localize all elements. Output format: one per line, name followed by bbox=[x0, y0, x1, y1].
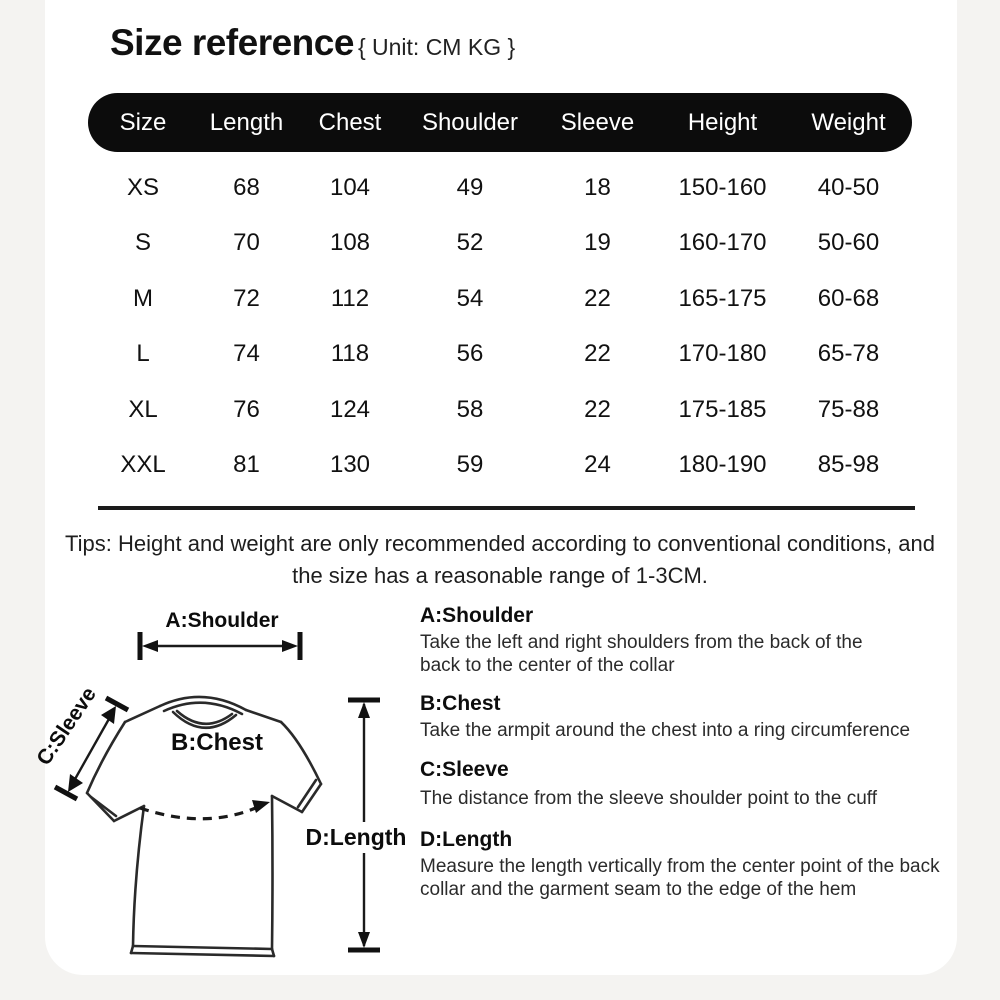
table-row-m bbox=[88, 271, 912, 327]
cell-shoulder: 54 bbox=[456, 284, 484, 312]
cell-size: L bbox=[136, 340, 150, 368]
cell-height: 180-190 bbox=[678, 451, 767, 479]
cell-size: XXL bbox=[120, 451, 166, 479]
cell-size: XS bbox=[126, 173, 159, 201]
cell-height: 175-185 bbox=[678, 395, 767, 423]
cell-chest: 124 bbox=[329, 395, 371, 423]
col-header-weight: Weight bbox=[811, 108, 886, 136]
title-unit: { Unit: CM KG } bbox=[357, 34, 516, 60]
cell-length: 81 bbox=[233, 451, 260, 479]
cell-chest: 130 bbox=[329, 451, 371, 479]
cell-weight: 60-68 bbox=[817, 284, 880, 312]
cell-chest: 118 bbox=[330, 340, 370, 368]
col-header-height: Height bbox=[687, 108, 758, 136]
col-header-length: Length bbox=[209, 108, 284, 136]
col-header-shoulder: Shoulder bbox=[421, 108, 519, 136]
table-row-xs bbox=[88, 160, 912, 216]
cell-height: 150-160 bbox=[678, 173, 767, 201]
cell-height: 165-175 bbox=[678, 284, 767, 312]
cell-length: 70 bbox=[233, 229, 260, 257]
cell-sleeve: 24 bbox=[584, 451, 611, 479]
cell-height: 170-180 bbox=[678, 340, 767, 368]
size-table-header bbox=[88, 93, 912, 152]
guide-heading-length: D:Length bbox=[420, 828, 513, 851]
cell-length: 68 bbox=[233, 173, 260, 201]
cell-height: 160-170 bbox=[678, 229, 767, 257]
tshirt-measure-diagram bbox=[30, 600, 420, 1000]
cell-sleeve: 19 bbox=[584, 229, 611, 257]
guide-desc-sleeve: The distance from the sleeve shoulder point to the cuff bbox=[420, 788, 877, 809]
cell-shoulder: 58 bbox=[456, 395, 484, 423]
cell-chest: 104 bbox=[329, 173, 371, 201]
size-table-body bbox=[88, 160, 912, 493]
shoulder-label: A:Shoulder bbox=[165, 609, 279, 632]
title-text: Size reference bbox=[110, 22, 354, 63]
cell-length: 76 bbox=[233, 395, 260, 423]
cell-length: 72 bbox=[233, 284, 260, 312]
chest-arrow bbox=[140, 800, 270, 819]
cell-size: XL bbox=[128, 395, 158, 423]
cell-shoulder: 56 bbox=[456, 340, 484, 368]
cell-sleeve: 18 bbox=[584, 173, 611, 201]
chest-label: B:Chest bbox=[170, 729, 264, 756]
cell-size: M bbox=[133, 284, 153, 312]
length-label: D:Length bbox=[305, 824, 407, 850]
guide-heading-chest: B:Chest bbox=[420, 692, 501, 715]
cell-weight: 85-98 bbox=[817, 451, 880, 479]
cell-weight: 40-50 bbox=[817, 173, 880, 201]
guide-heading-sleeve: C:Sleeve bbox=[420, 758, 509, 781]
divider-line bbox=[98, 506, 915, 510]
cell-chest: 108 bbox=[329, 229, 371, 257]
cell-sleeve: 22 bbox=[584, 395, 611, 423]
cell-length: 74 bbox=[233, 340, 260, 368]
col-header-chest: Chest bbox=[318, 108, 382, 136]
cell-weight: 50-60 bbox=[817, 229, 880, 257]
sleeve-label: C:Sleeve bbox=[32, 683, 101, 770]
tips-text: Tips: Height and weight are only recommended according to conventional conditions, and the size has a reasonable range of 1-3CM. bbox=[65, 531, 935, 588]
cell-shoulder: 49 bbox=[456, 173, 484, 201]
table-row-xl bbox=[88, 382, 912, 438]
cell-sleeve: 22 bbox=[584, 284, 611, 312]
cell-sleeve: 22 bbox=[584, 340, 611, 368]
cell-chest: 112 bbox=[330, 284, 370, 312]
table-row-s bbox=[88, 216, 912, 272]
shoulder-arrow bbox=[140, 632, 300, 660]
guide-desc-length: Measure the length vertically from the center point of the back collar and the garment seam to the edge of the hem bbox=[420, 856, 940, 900]
col-header-sleeve: Sleeve bbox=[560, 108, 635, 136]
table-row-xxl bbox=[88, 438, 912, 494]
cell-weight: 75-88 bbox=[817, 395, 880, 423]
guide-desc-shoulder: Take the left and right shoulders from the back of the back to the center of the collar bbox=[420, 632, 863, 676]
cell-shoulder: 52 bbox=[456, 229, 484, 257]
cell-weight: 65-78 bbox=[817, 340, 880, 368]
table-row-l bbox=[88, 327, 912, 383]
page-title bbox=[110, 22, 515, 64]
guide-desc-chest: Take the armpit around the chest into a ring circumference bbox=[420, 720, 911, 741]
cell-shoulder: 59 bbox=[456, 451, 484, 479]
guide-heading-shoulder: A:Shoulder bbox=[420, 604, 534, 627]
cell-size: S bbox=[134, 229, 151, 257]
col-header-size: Size bbox=[119, 108, 167, 136]
